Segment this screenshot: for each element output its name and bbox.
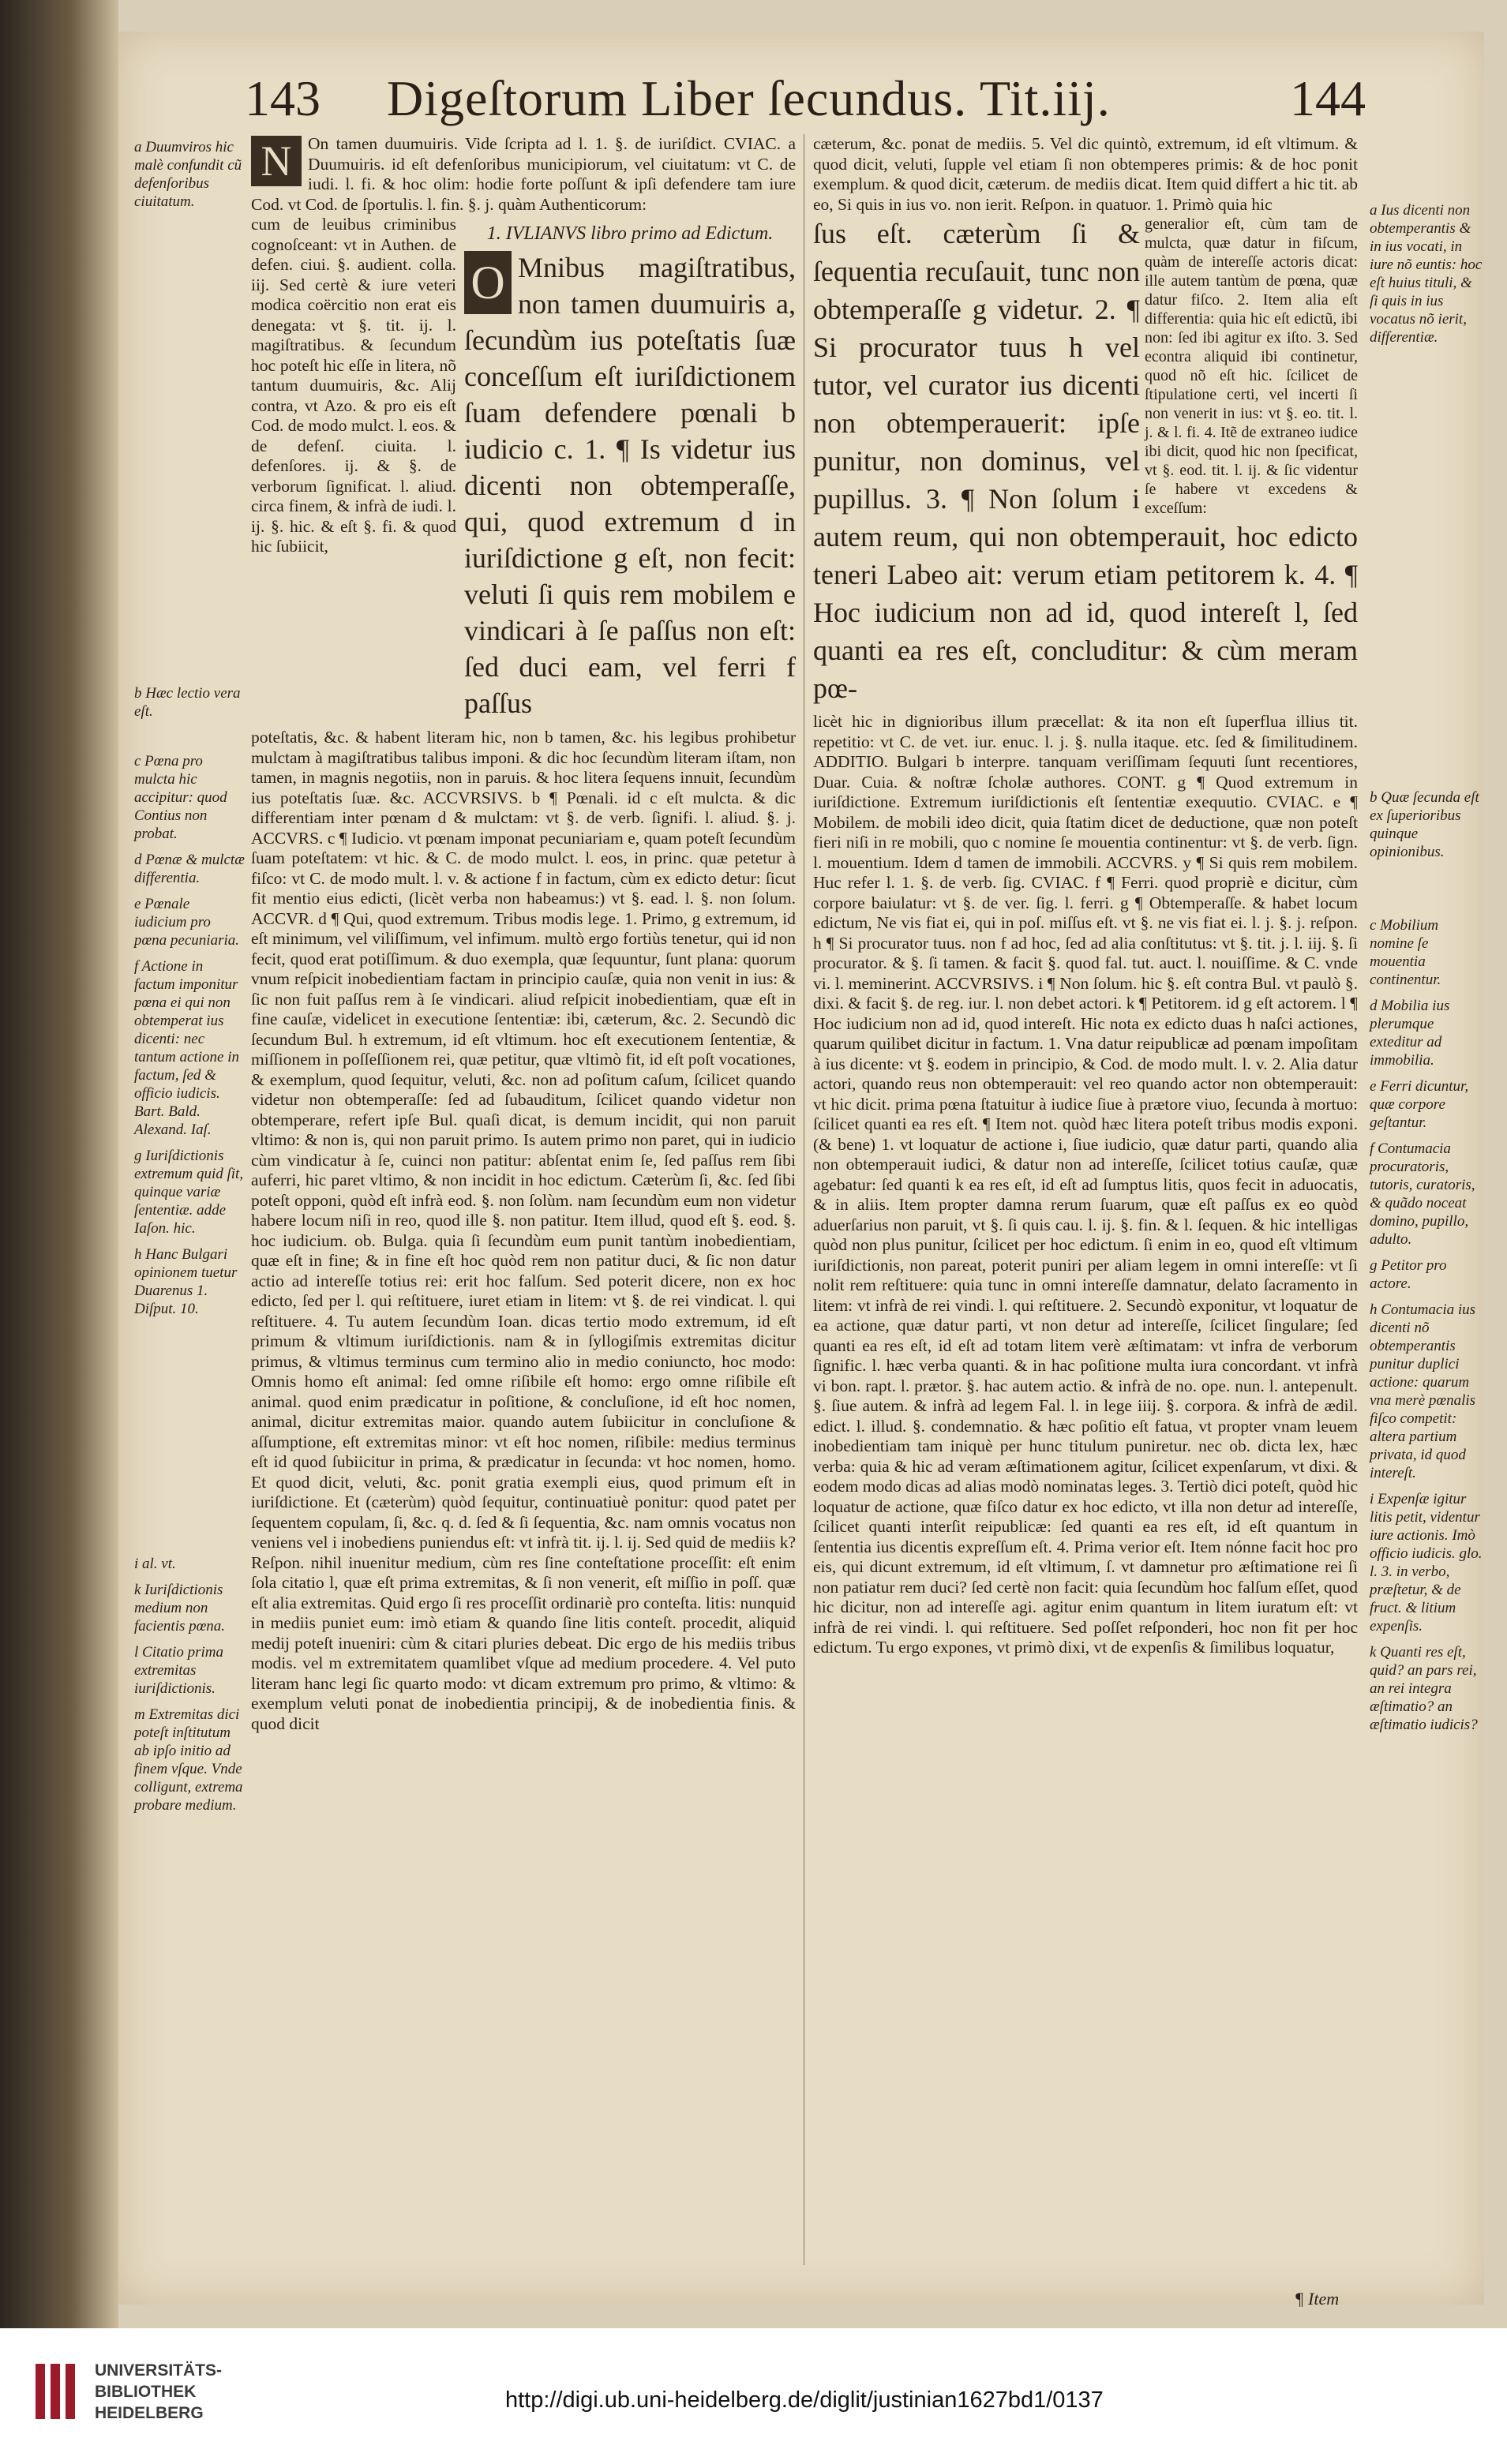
gloss-paragraph: poteſtatis, &c. & habent literam hic, non b tamen, &c. his legibus prohibetur mulctam à magiſtratibus talibus imponi. & dic hoc ſecundùm literam iſtam, non tamen, in magnis negotiis, non in paruis. & hoc litera ſequens innuit, ſecundùm ius poteſtatis ſuæ. &c. ACCVRSIVS. b ¶ Pœnali. id c eſt mulcta. & dic differentiam inter pœnam d & mulctam: vt §. de verb. ſignifi. l. aliud. §. j. ACCVRS. c ¶ Iudicio. vt pœnam imponat pecuniariam e, quam poteſt ſecundùm ſuam poteſtatem: vt hic. & C. de modo mulct. l. eos, in princ. quæ petetur à fiſco: vt C. de modo mult. l. v. & actione f in factum, cùm ex edicto detur: ſicut fit mentio eius edicti, (licèt verba non habeamus:) vt §. ead. l. §. non ſolum. ACCVR. d ¶ Qui, quod extremum. Tribus modis lege. 1. Primo, g extremum, id eſt minimum, vel viliſſimum, vel infimum. multò ergo fortiùs tenetur, qui id non fecit, quod erat potiſſimum. & duo exempla, quæ ſequuntur, ſunt plana: quorum vnum reſpicit inobedientiam factam in principio cauſæ, quia non venit in ius: & ſic non fuit paſſus rem à ſe vindicari. aliud reſpicit inobedientiam, quæ eſt in fine cauſæ, videlicet in executione ſententiæ: ibi, cæterum, &c. 2. Secundò dic ſecundum Bul. h extremum, id eſt vltimum. hoc eſt executionem ſententiæ, & miſſionem in poſſeſſionem rei, quæ petitur, quæ vltimò fit, id eſt poſt vocationes, & exemplum, quod ſequitur, veluti, &c. non ad poſitum caſum, ſcilicet quando videtur non obtemperaſſe: ſed ad ſubauditum, ſcilicet quando videtur non obtemperare, refert ipſe Bul. quaſi dicat, is demum incidit, qui non paruit vltimo: & non is, qui non paruit primo. Is autem primo non paret, qui in iudicio cùm vindicatur à ſe, cuinci non patitur: abſentat enim ſe, ſed paſſus rem ſibi auferri, hic paret vltimo, & non incidit in hoc edictum. Cæterùm ſi, &c. ſed ſibi poteſt opponi, quòd eſt infrà eod. §. non ſolùm. nam ſecundùm eum non videtur habere locum niſi in reo, quod ille §. non patitur. Item illud, quod eſt §. eod. §. hoc iudicium. ob. Bulga. quia ſi ſecundùm eum punit tantùm inobedientiam, quæ eſt in fine; & in fine eſt hoc quòd rem non patitur duci, & ſic non datur actio ad intereſſe totius rei: erit hoc falſum. Sed poterit dicere, non ex hoc edicto, ſed per l. qui reſtituere, iuret etiam in litem: vt §. de rei vindicat. l. qui reſtituere. 4. Tu autem ſecundùm Ioan. dicas tertio modo extremum, id eſt primum & vltimum iuriſdictionis. nam & in ſyllogiſmis extremitas dicitur primus, & vltimus terminus cum termino alio in medio coniuncto, hoc modo: Omnis homo eſt animal: ſed omne riſibile eſt homo: ergo omne riſibile eſt animal. quod enim prædicatur in poſitione, & concluſione, id eſt hoc nomen, animal, dicitur extremitas maior. quando autem ſubiicitur in concluſione & aſſumptione, eſt extremitas minor: vt eſt hoc nomen, riſibile: medius terminus eſt id quod ſubiicitur in prima, & prædicatur in ſecunda: vt hoc nomen, homo. Et quod dicit, veluti, &c. ponit gratia exempli eius, quod primum eſt in iuriſdictione. Et (cæterùm) quòd ſequitur, continuatiuè ponitur: quod patet per ſequentem copulam, ſi, &c. q. d. ſed & ſi ſequentia, &c. nam omnis vocatus non veniens vel i inobediens puniendus eſt: vt infrà tit. ij. l. ij. Sed quid de mediis k? Reſpon. nihil inuenitur medium, cùm res ſine conteſtatione proceſſit: eſt enim ſola citatio l, quæ eſt prima extremitas, & ſi non venerit, eſt miſſio in poſſ. quæ eſt alia extremitas. Quid ergo ſi res proceſſit ordinariè pro conteſta. litis: nunquid in mediis puniet eum: imò etiam & quando ſine litis conteſt. procedit, aliquid medij poteſt inueniri: cùm & citari pluries debeat. Dic ergo de his mediis tribus modis. vel m extremitatem quamlibet vſque ad medium procedere. 4. Vel puto literam hanc legi ſic quarto modo: vt dicam extremum pro primo, & vltimo: & exemplum veluti ponat de inobedientia principij, & de inobedientia finis. & quod dicit — [251, 728, 796, 1733]
marginal-note: k Iuriſdictionis medium non facientis pœna. — [134, 1582, 226, 1635]
decorated-initial-n: N — [251, 136, 302, 186]
marginal-note: a Ius dicenti non obtemperantis & in ius vocati, in iure nõ euntis: hoc eſt huius tituli, & ſi quis in ius vocatus nõ ierit, differentiæ. — [1370, 202, 1483, 346]
marginal-note: h Contumacia ius dicenti nõ obtemperantis punitur duplici actione: quarum vna merè pœnalis fiſco competit: altera partium privata, id quod intereſt. — [1370, 1301, 1476, 1481]
left-text-column — [251, 134, 796, 2281]
marginal-note: m Extremitas dici poteſt inſtitutum ab ipſo initio ad finem vſque. Vnde colligunt, extrema probare medium. — [134, 1706, 243, 1814]
marginal-note: l Citatio prima extremitas iuriſdictionis. — [134, 1644, 223, 1697]
footer-bar — [0, 2328, 1507, 2464]
marginal-note: e Pœnale iudicium pro pœna pecuniaria. — [134, 896, 239, 949]
source-url-link[interactable]: http://digi.ub.uni-heidelberg.de/diglit/justinian1627bd1/0137 — [505, 2387, 1104, 2413]
opening-paragraph: N On tamen duumuiris. Vide ſcripta ad l. 1. §. de iuriſdict. CVIAC. a Duumuiris. id eſt defenſoribus municipiorum, vel ciuitatum: vt C. de iudi. l. fi. & hoc olim: hodie forte poſſunt & ipſi defendere tam iure Cod. vt Cod. de ſportulis. l. fin. §. j. quàm Authenticorum: — [251, 134, 796, 214]
marginal-note: c Pœna pro mulcta hic accipitur: quod Contius non probat. — [134, 753, 227, 842]
gloss-beside-lemma: cum de leuibus criminibus cognoſceant: vt in Authen. de defen. ciui. §. audient. colla. iij. Sed certè & iure veteri modica coërcitio non erat eis denegata: vt §. tit. ij. l. magiſtratibus. & ſecundum hoc poteſt hic eſſe in litera, nõ tantum duumuiris, &c. Alij contra, vt Azo. & pro eis eſt Cod. de modo mulct. l. eos. & de defenſ. ciuita. l. defenſores. ij. & §. de verborum ſignificat. l. aliud. circa finem, & infrà de iudi. l. ij. §. hic. & eſt §. fi. & quod hic ſubiicit, — [251, 215, 456, 556]
marginal-note: g Iuriſdictionis extremum quid ſit, quinque variæ ſententiæ. adde Iaſon. hic. — [134, 1148, 244, 1237]
marginal-note: i Expenſæ igitur litis petit, videntur iure actionis. Imò officio iudicis. glo. l. 3. in verbo, præſtetur, & de fruct. & litium expenſis. — [1370, 1491, 1483, 1635]
library-name: UNIVERSITÄTS- BIBLIOTHEK HEIDELBERG — [95, 2361, 223, 2422]
right-marginal-notes — [1370, 201, 1484, 1742]
lemma-heading: 1. IVLIANVS libro primo ad Edictum. — [486, 223, 774, 244]
library-logo-icon — [32, 2360, 79, 2423]
marginal-note: a Duumviros hic malè confundit cũ defenſoribus ciuitatum. — [134, 139, 242, 210]
page-number-left: 143 — [245, 70, 321, 126]
marginal-note: c Mobilium nomine ſe mouentia continentur. — [1370, 917, 1441, 988]
marginal-note: b Hæc lectio vera eſt. — [134, 685, 241, 720]
marginal-note: f Contumacia procuratoris, tutoris, curatoris, & quãdo noceat domino, pupillo, adulto. — [1370, 1140, 1475, 1248]
lemma-text: ſus eſt. cæterùm ſi & ſequentia recuſauit, tunc non obtemperaſſe g videtur. 2. ¶ Si procurator tuus h vel tutor, vel curator ius dicenti non obtemperauerit: ipſe punitur, non dominus, vel pupillus. 3. ¶ Non ſolum i autem reum, qui non obtemperauit, hoc edicto teneri Labeo ait: verum etiam petitorem k. 4. ¶ Hoc iudicium non ad id, quod intereſt l, ſed quanti ea res eſt, concluditur: & cùm meram pœ- — [813, 218, 1358, 704]
marginal-note: e Ferri dicuntur, quæ corpore geſtantur. — [1370, 1078, 1469, 1131]
running-title: Digeſtorum Liber ſecundus. Tit.iij. — [387, 70, 1111, 126]
gloss-beside-lemma: generalior eſt, cùm tam de mulcta, quæ datur in fiſcum, quàm de intereſſe actoris dicat: ille autem tantùm de pœna, quæ datur fiſco. 2. Item alia eſt differentia: quia hic eſt edictũ, ibi non: ſed ibi agitur ex iſto. 3. Sed econtra aliquid ibi continetur, quod nõ eſt hic. ſcilicet de ſtipulatione certi, vel incerti ſi non venerit in ius: vt §. eo. tit. l. j. & l. fi. 4. Itẽ de extraneo iudice ibi dicit, quod hic non ſpecificat, vt §. eod. tit. l. ij. & ſic videntur ſe habere vt excedens & exceſſum: — [1145, 215, 1358, 517]
page-number-right: 144 — [1290, 70, 1366, 126]
marginal-note: f Actione in factum imponitur pœna ei qui non obtemperat ius dicenti: nec tantum actione in factum, ſed & officio iudicis. Bart. Bald. Alexand. Iaſ. — [134, 958, 239, 1138]
decorated-initial-o: O — [464, 251, 512, 314]
page-header — [245, 63, 1389, 134]
opening-paragraph: cæterum, &c. ponat de mediis. 5. Vel dic quintò, extremum, id eſt vltimum. & quod dicit, veluti, ſupple vel etiam ſi non obtemperes primis: & de hoc ponit exemplum. & quod dicit, cæterum. de mediis dicat. Item quid differt a hic tit. ab eo, Si quis in ius vo. non ierit. Reſpon. in quatuor. 1. Primò quia hic — [813, 134, 1358, 214]
gloss-paragraph: licèt hic in dignioribus illum præcellat: & ita non eſt ſuperflua illius tit. repetitio: vt C. de vet. iur. enuc. l. j. §. nulla itaque. etc. ſed & ſimilitudinem. ADDITIO. Bulgari b interpre. tanquam veriſſimam ſequuti ſunt recentiores, Duar. Cuia. & noſtræ ſcholæ authores. CONT. g ¶ Quod extremum in iuriſdictione. Extremum iuriſdictionis eſt ſententiæ exequutio. CVIAC. e ¶ Mobilem. de mobili ideo dicit, quia ſtatim dicet de deductione, quæ non poteſt fieri niſi in re mobili, quo c nomine ſe mouentia continentur: vt §. de verb. ſign. l. mouentium. Idem d tamen de immobili. ACCVRS. y ¶ Si quis rem mobilem. Huc refer l. 1. §. de verb. ſig. CVIAC. f ¶ Ferri. quod propriè e dicitur, cùm corpore baiulatur: vt §. de ver. ſig. l. ferri. g ¶ Obtemperaſſe. & habet locum edictum, Ne vis fiat ei, qui in poſ. miſſus eſt. vt §. ne vis fiat ei. l. j. §. j. reſpon. h ¶ Si procurator tuus. non f ad hoc, ſed ad alia conſtitutus: vt §. tit. j. l. iij. §. ſi procurator. & §. ſi tamen. & facit §. quod fal. tut. auct. l. nouiſſime. & C. vnde vi. l. meminerint. ACCVRSIVS. i ¶ Non ſolum. hic §. eſt contra Bul. vt paulò §. dixi. & facit §. de reg. iur. l. non debet actori. k ¶ Petitorem. id g eſt actorem. l ¶ Hoc iudicium non ad id, quod intereſt. Hic nota ex edicto duas h naſci actiones, quarum quilibet dicitur in factum. 1. Vna datur reipublicæ ad pœnam impoſitam à ius dicente: vt §. eodem in principio, & Cod. de modo mult. l. v. 2. Alia datur actori, quando reus non obtemperauit: vel reo quando actor non obtemperauit: vt hic dicit. prima pœna ſtatuitur à iudice ſiue à prætore viuo, ſecunda à mortuo: ſcilicet quanti ea res eſt. ¶ Item not. quòd hæc litera poteſt tribus modis exponi. (& bene) 1. vt loquatur de actione i, ſiue iudicio, quæ datur parti, quando alia non obtemperauit iudici, & datur non ad intereſſe, ſcilicet totius cauſæ, quæ agebatur: ſed quanti k ea res eſt, id eſt ad ſumptus litis, quos fecit in aduocatis, & in aliis. Item propter damna rerum ſuarum, quæ eſt paſſus ex eo quòd aduerſarius non paruit, vt §. ſi quis cau. l. ij. §. fin. & l. ſequen. & hic intelligas quòd non plus punitur, ſcilicet per hoc edictum. ſi enim in eo, quod eſt vltimum iuriſdictionis, non pareat, poterit puniri per aliam legem in omni intereſſe: vt ſi nolit rem reſtituere: quia tunc in omni intereſſe damnatur, delato ſacramento in litem: vt infrà de rei vindi. l. qui reſtituere. 2. Secundò exponitur, vt loquatur de ea actione, quæ datur parti, vt non detur ad intereſſe, ſcilicet ſingulare; ſed quanti ea res eſt, id eſt ad totam litem verè æſtimatam: vt infra de verborum ſignific. l. hæc verba quanti. & in hac poſitione multa iura concordant. vt infrà vi bon. rapt. l. prætor. §. hac autem actio. & infrà de no. ope. nun. l. antepenult. §. ſiue autem. & infrà ad legem Fal. l. in lege iiij. §. corpora. & infrà de ædil. edict. l. illud. §. condemnatio. & hæc poſitio eſt fatua, vt propter vnam leuem inobedientiam tam iniquè per hunc titulum puniretur. nec ob. dicta lex, hæc verba: quia & hic ad veram æſtimationem agitur, ſcilicet expenſarum, vt dixi. & eodem modo dicas ad alias modò nominatas leges. 3. Tertiò dici poteſt, quòd hic loquatur de actione, quæ fiſco datur ex hoc edicto, vt illa non detur ad intereſſe, ſcilicet quanti interſit reipublicæ: ſed quanti ea res eſt, id eſt quantum in ſententia ius dicentis expreſſum eſt. 4. Prima verior eſt. Item nónne facit hoc pro eis, qui dicunt extremum, id eſt vltimum, ſ. vt damnetur pro æſtimatione rei ſi non patiatur rem duci? ſed certè non facit: quia ſecundùm hoc falſum eſſet, quod hic dicitur, non ad intereſſe agi. agitur enim quantum in litem iuratum eſt: vt infrà de rei vindi. l. qui reſtituere. Sed poſſet reſponderi, hoc non fit per hoc edictum. Tu ergo expones, vt primò dixi, vt de expenſis & ſimilibus loquatur, — [813, 712, 1358, 1657]
marginal-note: k Quanti res eſt, quid? an pars rei, an rei integra æſtimatio? an æſtimatio iudicis? — [1370, 1644, 1478, 1733]
marginal-note: d Mobilia ius plerumque exteditur ad immobilia. — [1370, 998, 1450, 1069]
marginal-note: i al. vt. — [134, 1556, 176, 1572]
marginal-note: b Quæ ſecunda eſt ex ſuperioribus quinque opinionibus. — [1370, 789, 1479, 860]
catchword: ¶ Item — [1295, 2289, 1340, 2309]
marginal-note: h Hanc Bulgari opinionem tuetur Duarenus 1. Diſput. 10. — [134, 1246, 238, 1317]
book-gutter — [0, 0, 118, 2328]
marginal-note: g Petitor pro actore. — [1370, 1257, 1447, 1292]
right-text-column — [813, 134, 1358, 2281]
left-marginal-notes — [134, 138, 245, 1822]
lemma-text-block — [464, 223, 796, 721]
lemma-text: Mnibus magiſtratibus, non tamen duumuiris a, ſecundùm ius poteſtatis ſuæ conceſſum eſt iuriſdictionem ſuam defendere pœnali b iudicio c. 1. ¶ Is videtur ius dicenti non obtemperaſſe, qui, quod extremum d in iuriſdictione g eſt, non fecit: veluti ſi quis rem mobilem e vindicari à ſe paſſus non eſt: ſed duci eam, vel ferri f paſſus — [464, 252, 796, 719]
marginal-note: d Pœnæ & mulctæ differentia. — [134, 852, 245, 886]
